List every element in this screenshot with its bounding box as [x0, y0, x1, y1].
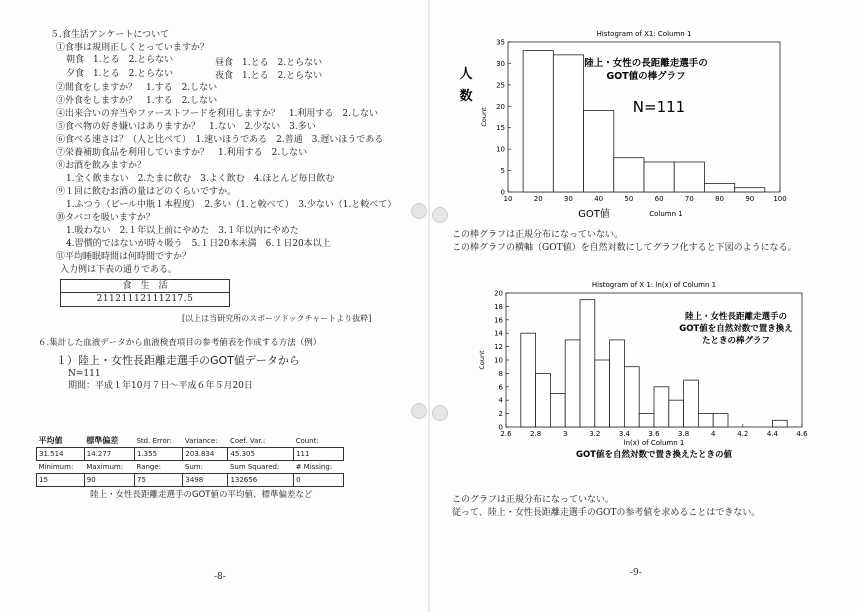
- chart-annotation: GOT値を自然対数で置き換え: [679, 324, 793, 334]
- histogram-bar: [735, 188, 765, 192]
- histogram-bar: [669, 400, 684, 427]
- source-note: [以上は当研究所のスポーツドックチャートより抜粋]: [182, 314, 372, 323]
- chart1-note-line1: この棒グラフは正規分布になっていない。: [452, 230, 624, 240]
- question-4: ④出来合いの弁当やファーストフードを利用しますか？ 1.利用する 2.しない: [56, 109, 379, 119]
- chart-title: Histogram of X 1: ln(x) of Column 1: [591, 281, 717, 289]
- stats-value-sumsq: 132656: [228, 474, 294, 487]
- histogram-bar: [536, 373, 551, 427]
- x-axis-handwritten-label: GOT値: [578, 209, 610, 220]
- stats-header-max: Maximum:: [86, 463, 124, 471]
- x-tick-label: 90: [745, 195, 755, 203]
- y-axis-label: Count: [480, 107, 488, 127]
- histogram-bar: [550, 394, 565, 428]
- question-10-options-b: 4.習慣的ではないが時々吸う 5.１日20本未満 6.１日20本以上: [66, 239, 331, 249]
- stats-value-variance: 203.834: [183, 448, 228, 461]
- y-tick-label: 15: [496, 124, 505, 133]
- got-histogram-chart: [444, 22, 814, 222]
- histogram-bar: [584, 111, 614, 192]
- histogram-bar: [553, 55, 583, 192]
- x-tick-label: 3.8: [678, 430, 690, 438]
- y-tick-label: 16: [494, 316, 503, 325]
- x-tick-label: 70: [684, 195, 694, 203]
- x-tick-label: 100: [773, 195, 787, 203]
- question-6: ⑥食べる速さは？（人と比べて） 1.速いほうである 2.普通 3.遅いほうである: [56, 135, 384, 145]
- y-tick-label: 0: [498, 423, 503, 432]
- stats-value-range: 75: [134, 474, 182, 487]
- histogram-bar: [624, 367, 639, 427]
- chart1-note-line2: この棒グラフの横軸（GOT値）を自然対数にしてグラフ化すると下図のようになる。: [452, 243, 797, 253]
- stats-table: [36, 434, 344, 487]
- y-tick-label: 10: [494, 356, 503, 365]
- question-10: ⑩タバコを吸いますか？: [56, 213, 155, 223]
- question-8-options: 1.全く飲まない 2.たまに飲む 3.よく飲む 4.ほとんど毎日飲む: [66, 174, 335, 184]
- subsection-title: １）陸上・女性長距離走選手のGOT値データから: [56, 354, 300, 367]
- y-tick-label: 25: [496, 81, 505, 90]
- chart-annotation: GOT値の棒グラフ: [606, 71, 686, 82]
- histogram-bar: [521, 333, 536, 427]
- stats-header-range: Range:: [136, 463, 162, 471]
- x-tick-label: 2.8: [530, 430, 542, 438]
- x-tick-label: 60: [654, 195, 664, 203]
- y-tick-label: 5: [500, 167, 505, 176]
- section5-title: ５.食生活アンケートについて: [50, 30, 170, 40]
- question-10-options-a: 1.吸わない 2.１年以上前にやめた 3.１年以内にやめた: [66, 226, 299, 236]
- chart2-note-line2: 従って、陸上・女性長距離走選手のGOTの参考値を求めることはできない。: [452, 508, 761, 518]
- y-tick-label: 0: [500, 188, 505, 197]
- y-tick-label: 35: [496, 38, 505, 47]
- x-tick-label: 10: [503, 195, 513, 203]
- ln-got-histogram-chart: [450, 277, 830, 467]
- input-example-note: 入力例は下表の通りである。: [60, 265, 178, 275]
- histogram-bar: [654, 387, 669, 427]
- histogram-bar: [639, 414, 654, 427]
- page-number-left: -8-: [214, 572, 226, 582]
- question-1-dinner: 夕食 1.とる 2.とらない: [66, 69, 174, 79]
- stats-header-sd: 標準偏差: [86, 436, 119, 445]
- stats-value-max: 90: [84, 474, 134, 487]
- x-tick-label: 2.6: [500, 430, 512, 438]
- right-page: [430, 0, 858, 612]
- question-8: ⑧お酒を飲みますか？: [56, 161, 147, 171]
- chart-annotation: 陸上・女性の長距離走選手の: [584, 58, 708, 69]
- question-11: ⑪平均睡眠時間は何時間ですか？: [56, 252, 192, 262]
- question-3: ③外食をしますか？ 1.する 2.しない: [56, 96, 218, 106]
- x-tick-label: 50: [624, 195, 634, 203]
- stats-value-count: 111: [294, 448, 344, 461]
- histogram-bar: [523, 51, 553, 192]
- chart-title: Histogram of X1: Column 1: [596, 30, 692, 38]
- histogram-bar: [674, 162, 704, 192]
- y-tick-label: 12: [494, 343, 503, 352]
- x-tick-label: 40: [594, 195, 604, 203]
- histogram-bar: [698, 414, 713, 427]
- histogram-bar: [713, 414, 728, 427]
- stats-header-sum: Sum:: [184, 463, 203, 471]
- n-text: N=111: [68, 369, 101, 379]
- stats-value-missing: 0: [294, 474, 344, 487]
- chart-n-label: N=111: [632, 98, 686, 116]
- x-tick-label: 3.2: [589, 430, 601, 438]
- y-tick-label: 20: [496, 102, 505, 111]
- question-1-lunch: 昼食 1.とる 2.とらない: [215, 58, 323, 68]
- x-tick-label: 4.6: [796, 430, 808, 438]
- x-tick-label: 30: [563, 195, 573, 203]
- side-label: 数: [459, 89, 473, 104]
- stats-header-variance: Variance:: [184, 436, 218, 445]
- x-tick-label: 4.4: [766, 430, 778, 438]
- y-tick-label: 30: [496, 59, 505, 68]
- chart-annotation: たときの棒グラフ: [701, 336, 771, 346]
- x-tick-label: 3: [562, 430, 568, 438]
- binder-hole: [411, 403, 427, 419]
- histogram-bar: [614, 158, 644, 192]
- question-2: ②間食をしますか？ 1.する 2.しない: [56, 83, 218, 93]
- chart2-note-line1: このグラフは正規分布になっていない。: [452, 495, 615, 505]
- x-tick-label: 80: [715, 195, 725, 203]
- x-axis-label: ln(x) of Column 1: [623, 439, 685, 447]
- input-example-value: 21121112111217.5: [96, 294, 194, 304]
- y-tick-label: 18: [494, 302, 503, 311]
- y-tick-label: 14: [494, 329, 503, 338]
- question-5: ⑤食べ物の好き嫌いはありますか？ 1.ない 2.少ない 3.多い: [56, 122, 316, 132]
- x-tick-label: 4: [710, 430, 716, 438]
- stats-value-min: 15: [37, 474, 85, 487]
- side-label: 人: [459, 67, 473, 82]
- question-1-breakfast: 朝食 1.とる 2.とらない: [66, 55, 174, 65]
- x-tick-label: 3.4: [618, 430, 630, 438]
- stats-header-missing: # Missing:: [295, 463, 333, 471]
- question-9-options: 1.ふつう（ビール中瓶１本程度） 2.多い（1.と較べて） 3.少ない（1.と較べて）: [66, 200, 397, 210]
- page-number-right: -9-: [630, 568, 642, 578]
- binder-hole: [432, 405, 448, 421]
- question-7: ⑦栄養補助食品を利用していますか？ 1.利用する 2.しない: [56, 148, 308, 158]
- y-tick-label: 4: [498, 396, 503, 405]
- histogram-bar: [565, 340, 580, 427]
- y-tick-label: 20: [494, 289, 503, 298]
- histogram-bar: [610, 340, 625, 427]
- stats-header-mean: 平均値: [38, 436, 63, 445]
- y-tick-label: 2: [498, 410, 503, 419]
- input-example-header: 食 生 活: [61, 280, 229, 293]
- question-1: ①食事は規則正しくとっていますか？: [56, 43, 209, 53]
- x-tick-label: 20: [533, 195, 543, 203]
- histogram-bar: [684, 380, 699, 427]
- histogram-bar: [580, 300, 595, 427]
- x-tick-label: 3.6: [648, 430, 660, 438]
- y-tick-label: 8: [498, 369, 503, 378]
- y-tick-label: 10: [496, 145, 505, 154]
- histogram-bar: [644, 162, 674, 192]
- histogram-bar: [772, 420, 787, 427]
- stats-caption: 陸上・女性長距離走選手のGOT値の平均値、標準偏差など: [90, 490, 313, 500]
- y-axis-label: Count: [478, 350, 486, 370]
- histogram-bar: [595, 360, 610, 427]
- period-text: 期間：平成１年10月７日〜平成６年５月20日: [68, 381, 253, 391]
- section6-title: ６.集計した血液データから血液検査項目の参考値表を作成する方法（例）: [38, 338, 322, 348]
- stats-value-mean: 31.514: [37, 448, 85, 461]
- binder-hole: [411, 203, 427, 219]
- stats-header-count: Count:: [295, 436, 319, 445]
- histogram-bar: [704, 183, 734, 192]
- question-1-latenight: 夜食 1.とる 2.とらない: [215, 71, 323, 81]
- stats-value-coefvar: 45.305: [228, 448, 294, 461]
- stats-header-sumsq: Sum Squared:: [229, 463, 280, 471]
- stats-value-sum: 3498: [183, 474, 228, 487]
- chart-annotation: 陸上・女性長距離走選手の: [684, 312, 788, 322]
- x-axis-label: Column 1: [649, 210, 683, 218]
- question-9: ⑨１回に飲むお酒の量はどのくらいですか。: [56, 187, 237, 197]
- y-tick-label: 6: [498, 383, 503, 392]
- stats-value-stderr: 1.355: [134, 448, 182, 461]
- stats-header-stderr: Std. Error:: [136, 436, 172, 445]
- x-axis-caption: GOT値を自然対数で置き換えたときの値: [575, 450, 733, 460]
- x-tick-label: 4.2: [737, 430, 749, 438]
- input-example-table: [60, 279, 230, 307]
- stats-value-sd: 14.277: [84, 448, 134, 461]
- stats-header-coefvar: Coef. Var.:: [229, 436, 266, 445]
- stats-header-min: Minimum:: [38, 463, 74, 471]
